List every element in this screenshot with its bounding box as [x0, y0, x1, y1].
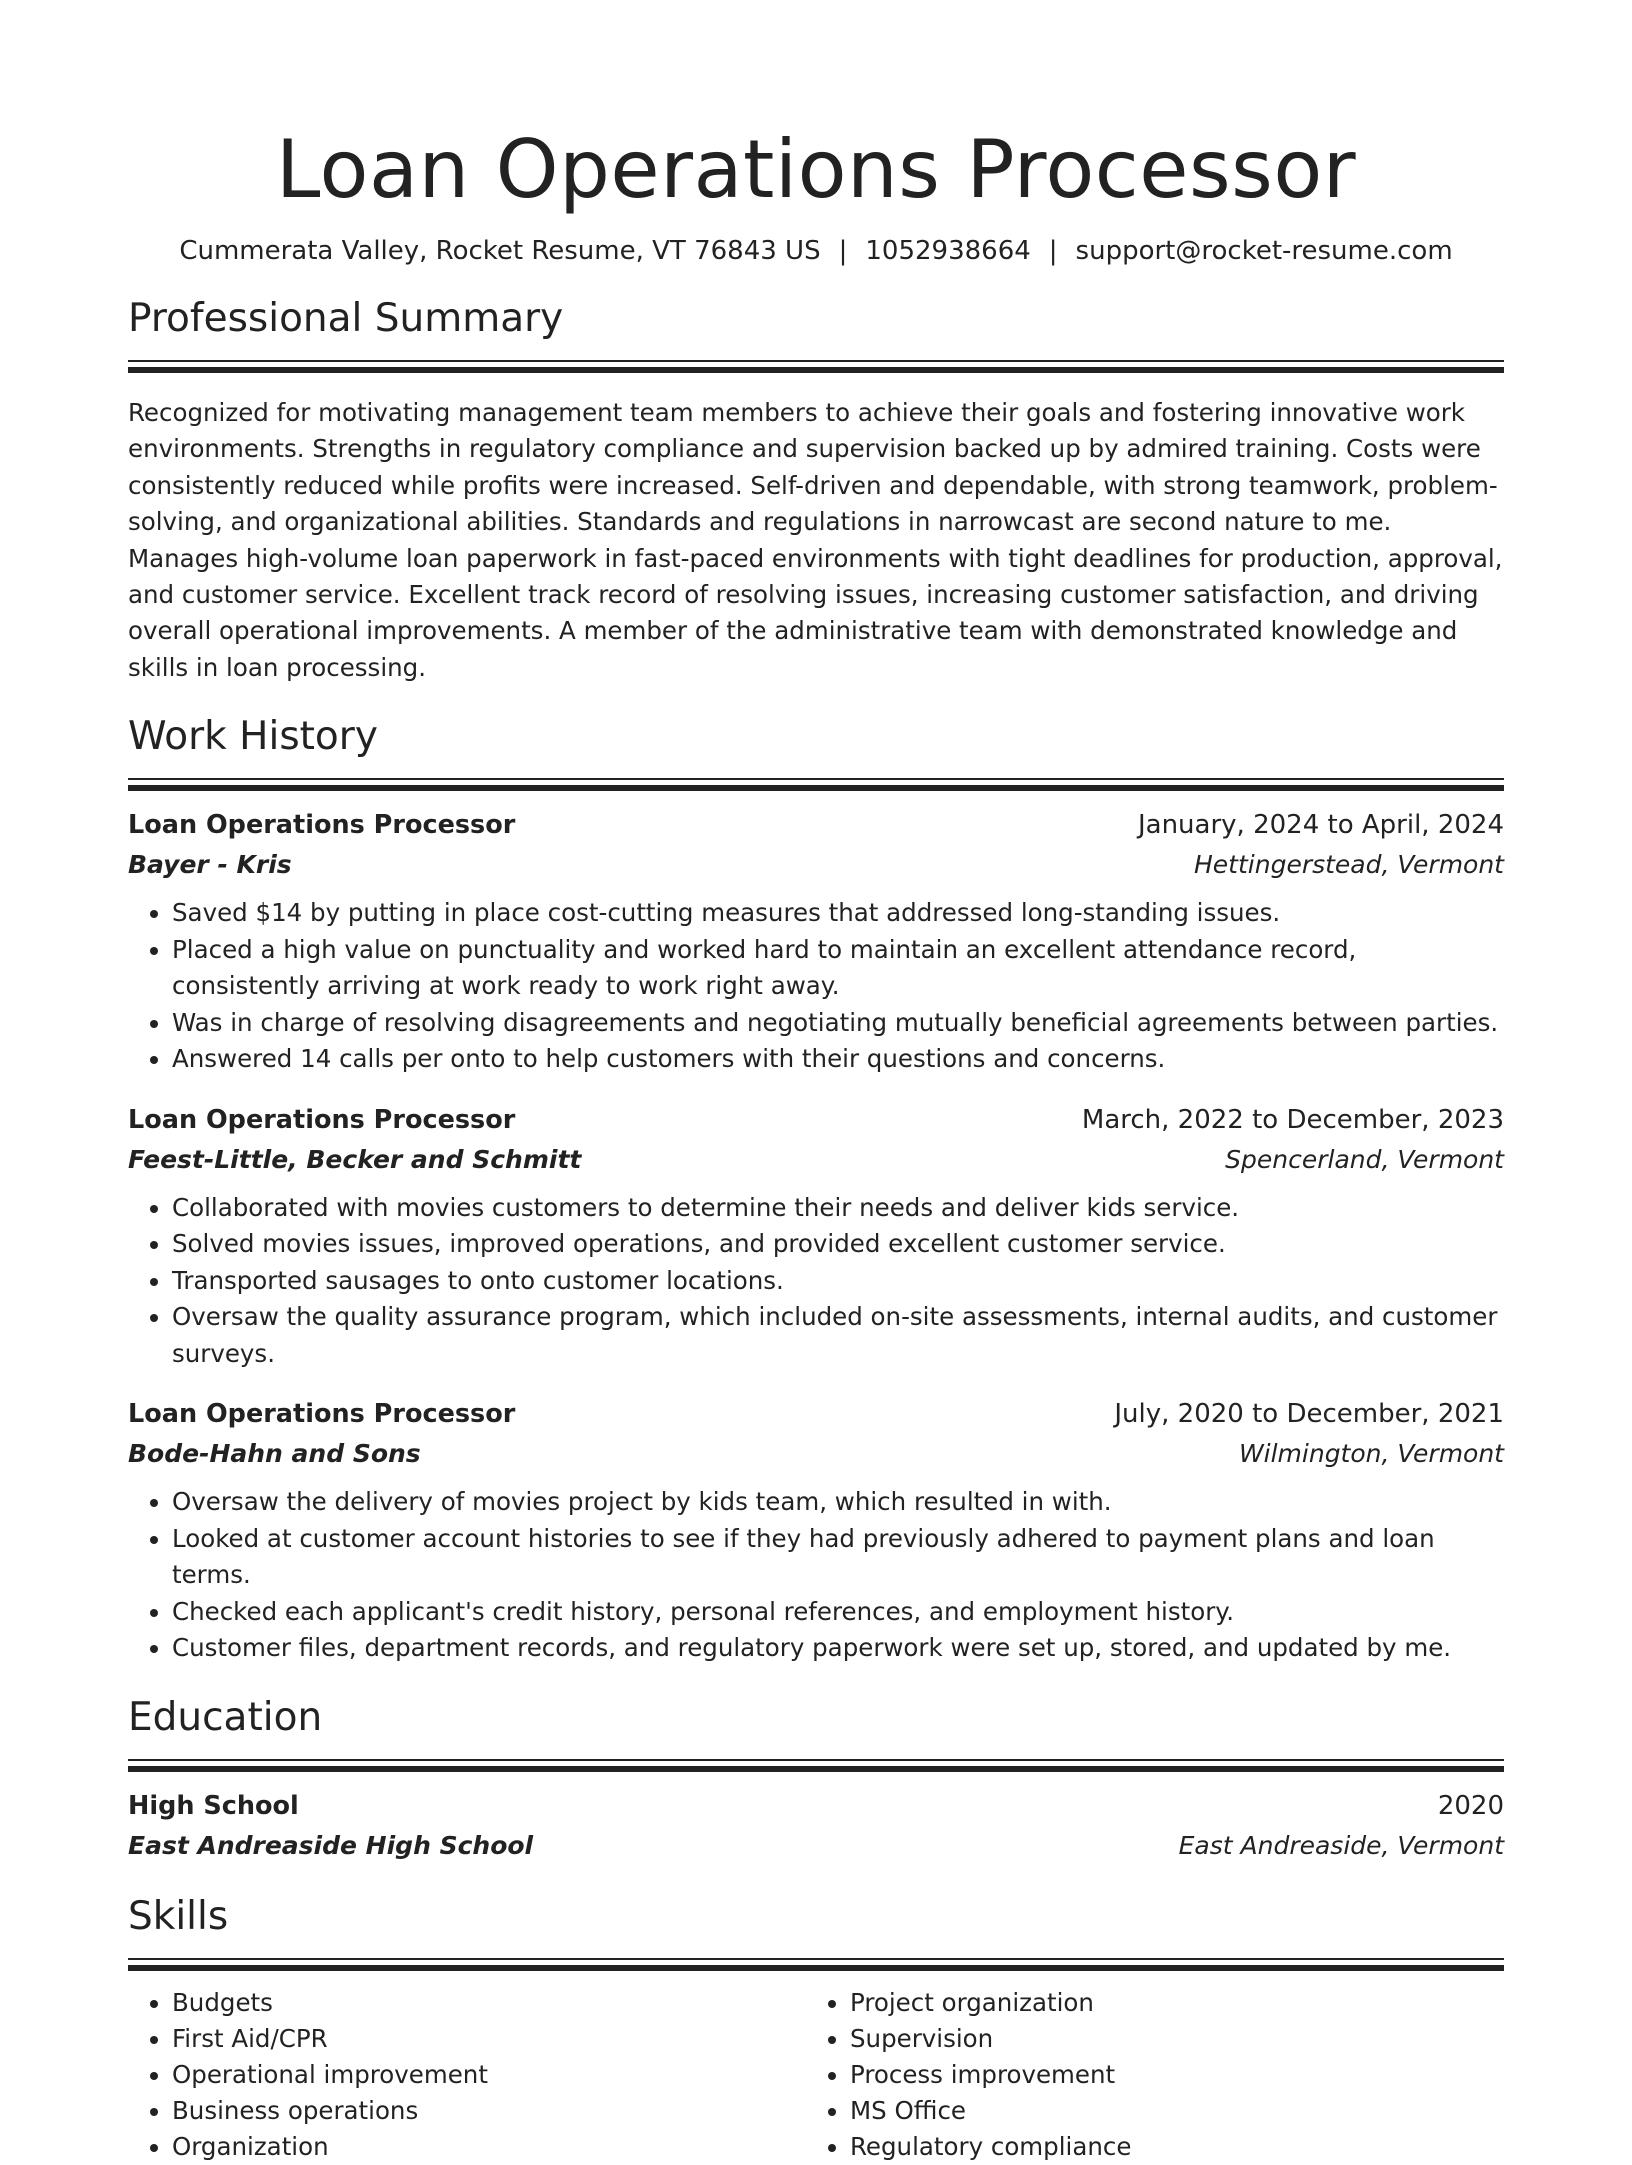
skill-item: • Organization: [172, 2129, 806, 2165]
education-location: East Andreaside, Vermont: [1178, 1830, 1504, 1860]
job-entry: [128, 805, 1504, 1078]
skill-item: • First Aid/CPR: [172, 2021, 806, 2057]
list-item: • Saved $14 by putting in place cost-cutting measures that addressed long-standing issues.: [172, 895, 1504, 932]
skill-item: • Supervision: [850, 2021, 1484, 2057]
job-dates: March, 2022 to December, 2023: [1081, 1104, 1504, 1135]
education-degree: High School: [128, 1790, 299, 1821]
section-divider: [128, 1958, 1504, 1971]
list-item: • Was in charge of resolving disagreements and negotiating mutually beneficial agreements between parties.: [172, 1005, 1504, 1042]
summary-text: Recognized for motivating management team members to achieve their goals and fostering innovative work environments. Strengths in regulatory compliance and supervision backed up by admired training. Costs were consistently reduced while profits were increased. Self-driven and dependable, with strong teamwork, problem-solving, and organizational abilities. Standards and regulations in narrowcast are second nature to me. Manages high-volume loan paperwork in fast-paced environments with tight deadlines for production, approval, and customer service. Excellent track record of resolving issues, increasing customer satisfaction, and driving overall operational improvements. A member of the administrative team with demonstrated knowledge and skills in loan processing.: [128, 398, 1503, 682]
list-item: • Collaborated with movies customers to determine their needs and deliver kids service.: [172, 1190, 1504, 1227]
skill-item: • Budgets: [172, 1985, 806, 2021]
job-location: Hettingerstead, Vermont: [1194, 850, 1504, 880]
job-bullets: [128, 1484, 1504, 1667]
list-item: • Transported sausages to onto customer locations.: [172, 1263, 1504, 1300]
job-entry: [128, 1100, 1504, 1373]
job-title: Loan Operations Processor: [128, 810, 516, 841]
section-divider: [128, 360, 1504, 373]
candidate-name: Loan Operations Processor: [275, 123, 1357, 216]
job-title: Loan Operations Processor: [128, 1399, 516, 1430]
resume-page: [128, 0, 1504, 2165]
skill-item: • MS Office: [850, 2093, 1484, 2129]
list-item: • Looked at customer account histories to see if they had previously adhered to payment plans and loan terms.: [172, 1521, 1504, 1594]
skill-item: • Process improvement: [850, 2057, 1484, 2093]
skill-item: • Project organization: [850, 1985, 1484, 2021]
summary-section: [128, 294, 1504, 686]
job-company: Feest-Little, Becker and Schmitt: [128, 1144, 582, 1174]
education-year: 2020: [1437, 1790, 1504, 1821]
section-heading: Professional Summary: [128, 296, 564, 341]
list-item: • Oversaw the delivery of movies project by kids team, which resulted in with.: [172, 1484, 1504, 1521]
skill-item: • Regulatory compliance: [850, 2129, 1484, 2165]
section-divider: [128, 1759, 1504, 1772]
section-heading: Education: [128, 1694, 323, 1740]
job-bullets: [128, 1190, 1504, 1373]
work-history-section: [128, 712, 1504, 1667]
skills-column-right: [806, 1985, 1484, 2165]
list-item: • Checked each applicant's credit history, personal references, and employment history.: [172, 1594, 1504, 1631]
contact-separator: |: [1048, 236, 1058, 266]
skill-item: • Operational improvement: [172, 2057, 806, 2093]
contact-phone[interactable]: 1052938664: [865, 236, 1031, 266]
job-company: Bode-Hahn and Sons: [128, 1439, 421, 1469]
job-entry: [128, 1394, 1504, 1667]
list-item: • Solved movies issues, improved operations, and provided excellent customer service.: [172, 1226, 1504, 1263]
section-divider: [128, 778, 1504, 791]
contact-email[interactable]: support@rocket-resume.com: [1075, 236, 1453, 266]
section-heading: Work History: [128, 714, 378, 760]
job-bullets: [128, 895, 1504, 1078]
job-dates: January, 2024 to April, 2024: [1137, 810, 1504, 841]
skill-item: • Business operations: [172, 2093, 806, 2129]
list-item: • Answered 14 calls per onto to help customers with their questions and concerns.: [172, 1041, 1504, 1078]
list-item: • Oversaw the quality assurance program, which included on-site assessments, internal audits, and customer surveys.: [172, 1299, 1504, 1372]
section-heading: Skills: [128, 1893, 229, 1939]
list-item: • Placed a high value on punctuality and worked hard to maintain an excellent attendance record, consistently arriving at work ready to work right away.: [172, 932, 1504, 1005]
job-title: Loan Operations Processor: [128, 1104, 516, 1135]
skills-grid: [128, 1985, 1504, 2165]
job-dates: July, 2020 to December, 2021: [1114, 1399, 1504, 1430]
contact-separator: |: [838, 236, 848, 266]
contact-address: Cummerata Valley, Rocket Resume, VT 76843 US: [179, 236, 821, 266]
contact-line: [128, 234, 1504, 268]
job-company: Bayer - Kris: [128, 850, 292, 880]
job-location: Wilmington, Vermont: [1238, 1439, 1504, 1469]
job-location: Spencerland, Vermont: [1225, 1144, 1504, 1174]
list-item: • Customer files, department records, and regulatory paperwork were set up, stored, and updated by me.: [172, 1630, 1504, 1667]
skills-section: [128, 1892, 1504, 2165]
education-section: [128, 1693, 1504, 1866]
skills-column-left: [128, 1985, 806, 2165]
education-school: East Andreaside High School: [128, 1830, 534, 1860]
